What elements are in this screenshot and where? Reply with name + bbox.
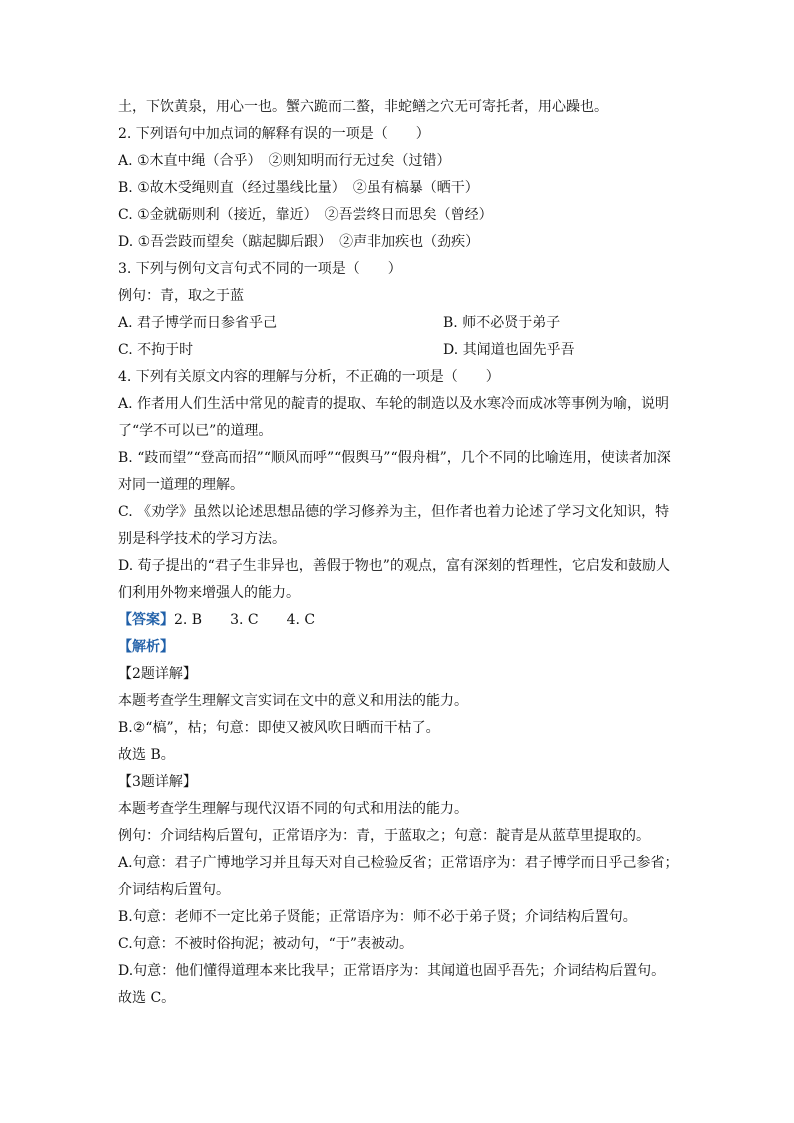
detail-3-line: 故选 C。 bbox=[118, 990, 176, 1006]
detail-3-line: 本题考查学生理解与现代汉语不同的句式和用法的能力。 bbox=[118, 801, 468, 817]
question-3-options-row-1 bbox=[118, 310, 680, 337]
document-content bbox=[118, 94, 680, 1012]
detail-3-line: 例句：介词结构后置句，正常语序为：青，于蓝取之；句意：靛青是从蓝草里提取的。 bbox=[118, 828, 650, 844]
question-3-option-c: C. 不拘于时 bbox=[118, 342, 194, 358]
answer-line bbox=[118, 607, 680, 634]
detail-3-title: 【3题详解】 bbox=[118, 774, 197, 790]
question-3-options-row-2 bbox=[118, 337, 680, 364]
detail-3-line: D.句意：他们懂得道理本来比我早；正常语序为：其闻道也固乎吾先；介词结构后置句。 bbox=[118, 963, 666, 979]
detail-2-line: B.②“槁”，枯；句意：即使又被风吹日晒而干枯了。 bbox=[118, 720, 440, 736]
question-4-stem: 4. 下列有关原文内容的理解与分析，不正确的一项是（ ） bbox=[118, 369, 500, 385]
question-3-option-b: B. 师不必贤于弟子 bbox=[443, 315, 561, 331]
detail-3-line: B.句意：老师不一定比弟子贤能；正常语序为：师不必于弟子贤；介词结构后置句。 bbox=[118, 909, 637, 925]
question-3-option-d: D. 其闻道也固先乎吾 bbox=[443, 342, 575, 358]
question-3-option-a: A. 君子博学而日参省乎己 bbox=[118, 315, 278, 331]
passage-line: 土，下饮黄泉，用心一也。蟹六跪而二螯，非蛇鳝之穴无可寄托者，用心躁也。 bbox=[118, 99, 608, 115]
question-2-stem: 2. 下列语句中加点词的解释有误的一项是（ ） bbox=[118, 126, 430, 142]
detail-2-line: 故选 B。 bbox=[118, 747, 175, 763]
detail-3-line: A.句意：君子广博地学习并且每天对自己检验反省；正常语序为：君子博学而日乎己参省；介词结构后置句。 bbox=[118, 855, 679, 898]
question-2-option-a: A. ①木直中绳（合乎） ②则知明而行无过矣（过错） bbox=[118, 153, 451, 169]
question-2-option-c: C. ①金就砺则利（接近，靠近） ②吾尝终日而思矣（曾经） bbox=[118, 207, 493, 223]
question-4-option-b: B. “跂而望”“登高而招”“顺风而呼”“假舆马”“假舟楫”，几个不同的比喻连用，使读者加深对同一道理的理解。 bbox=[118, 450, 671, 493]
question-4-option-c: C. 《劝学》虽然以论述思想品德的学习修养为主，但作者也着力论述了学习文化知识，特别是科学技术的学习方法。 bbox=[118, 504, 670, 547]
question-4-option-d: D. 荀子提出的“君子生非异也，善假于物也”的观点，富有深刻的哲理性，它启发和鼓励人们利用外物来增强人的能力。 bbox=[118, 558, 670, 601]
detail-2-title: 【2题详解】 bbox=[118, 666, 197, 682]
question-3-stem: 3. 下列与例句文言句式不同的一项是（ ） bbox=[118, 261, 402, 277]
question-2-option-b: B. ①故木受绳则直（经过墨线比量） ②虽有槁暴（晒干） bbox=[118, 180, 479, 196]
detail-2-line: 本题考查学生理解文言实词在文中的意义和用法的能力。 bbox=[118, 693, 468, 709]
answer-tag: 【答案】 bbox=[118, 612, 174, 628]
question-3-example: 例句：青，取之于蓝 bbox=[118, 288, 244, 304]
question-4-option-a: A. 作者用人们生活中常见的靛青的提取、车轮的制造以及水寒冷而成冰等事例为喻，说明了“学不可以已”的道理。 bbox=[118, 396, 670, 439]
analysis-line bbox=[118, 634, 680, 661]
question-2-option-d: D. ①吾尝跂而望矣（踮起脚后跟） ②声非加疾也（劲疾） bbox=[118, 234, 480, 250]
detail-3-line: C.句意：不被时俗拘泥；被动句，“于”表被动。 bbox=[118, 936, 413, 952]
answer-text: 2. B 3. C 4. C bbox=[174, 612, 316, 628]
analysis-tag: 【解析】 bbox=[118, 639, 174, 655]
